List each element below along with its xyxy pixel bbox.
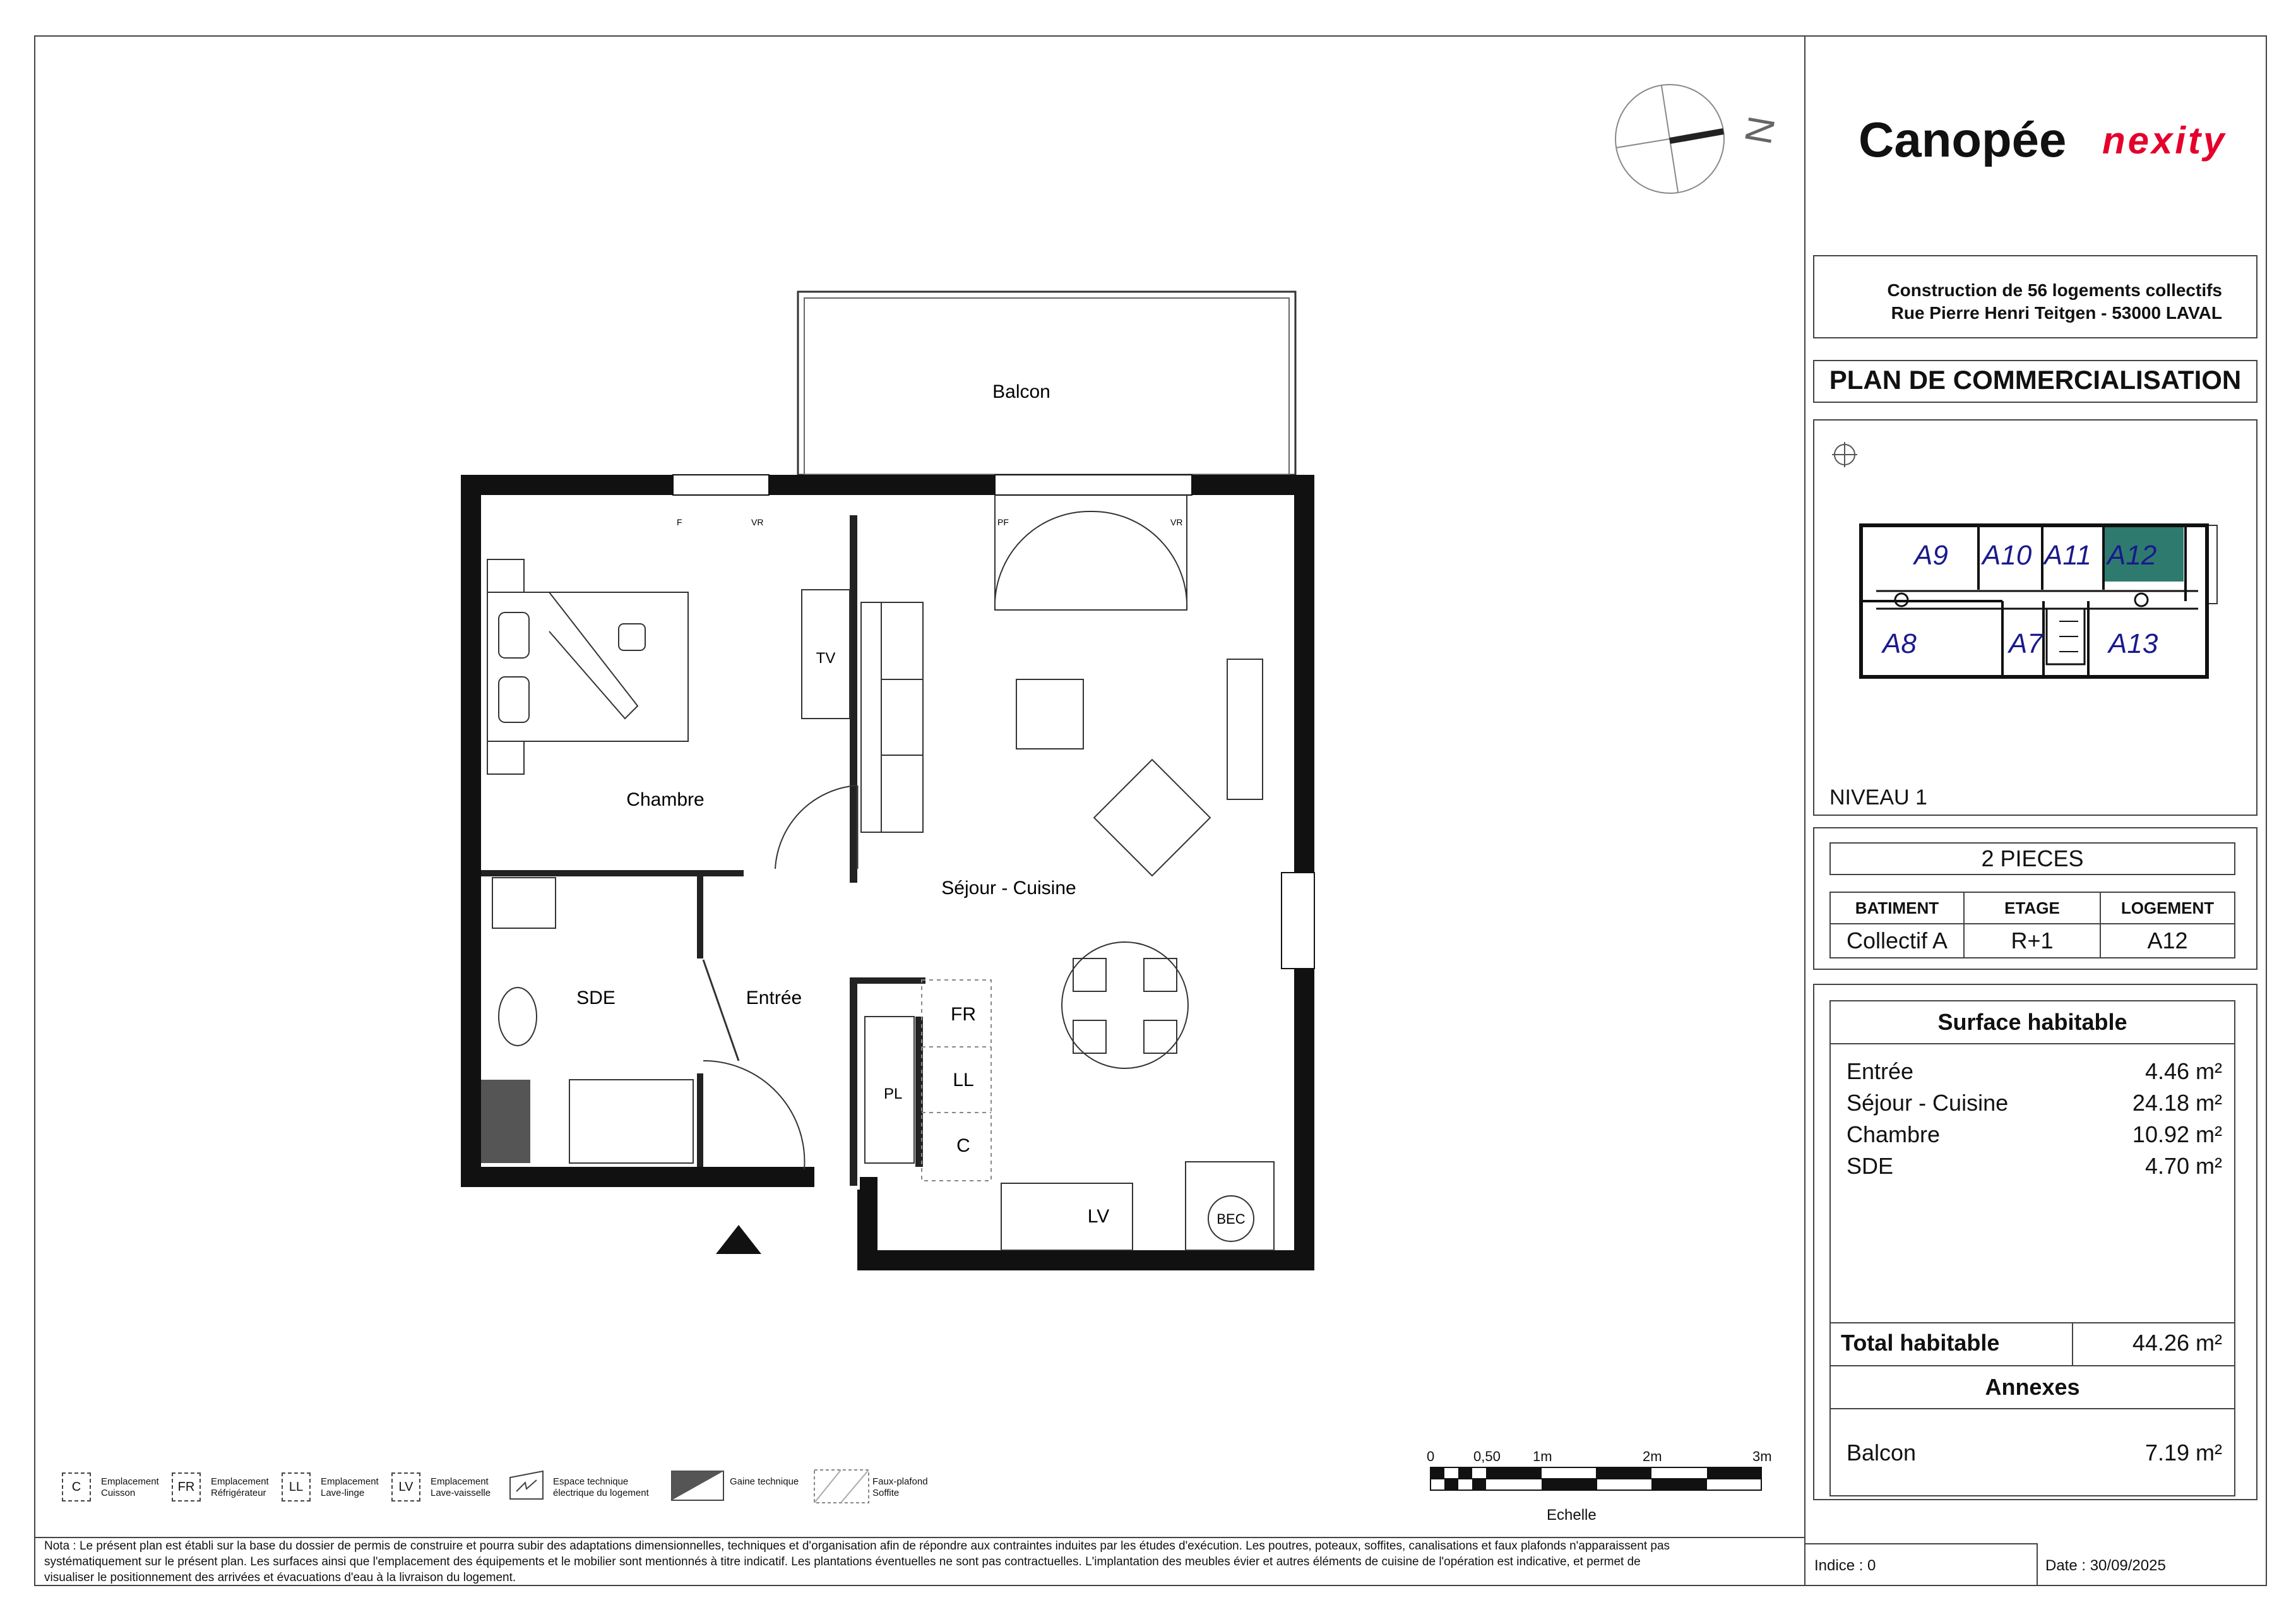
scale-bar	[1429, 1466, 1764, 1491]
fixture-pl: PL	[884, 1085, 903, 1102]
key-unit-a9: A9	[1914, 540, 1948, 571]
wash-basin	[492, 878, 556, 928]
footer-date: Date : 30/09/2025	[2045, 1557, 2166, 1574]
unit-value-etage: R+1	[1963, 923, 2101, 958]
key-unit-a10: A10	[1982, 540, 2032, 571]
legend-text-c-1: Emplacement	[101, 1476, 159, 1487]
entry-arrow	[716, 1225, 761, 1254]
key-plan-level: NIVEAU 1	[1829, 785, 1927, 809]
fixture-f: F	[677, 517, 682, 527]
key-unit-a13: A13	[2109, 628, 2158, 659]
unit-value-batiment: Collectif A	[1829, 923, 1965, 958]
fixture-c: C	[956, 1135, 970, 1156]
fixture-pf: PF	[997, 517, 1009, 527]
plan-title: PLAN DE COMMERCIALISATION	[1829, 365, 2242, 395]
legend-text-lv-2: Lave-vaisselle	[431, 1488, 491, 1498]
key-unit-a11: A11	[2044, 540, 2092, 571]
armchair	[1094, 760, 1210, 876]
note-line3: visualiser le positionnement des arrivées et évacuations d'eau à la livraison du logement.	[44, 1571, 516, 1584]
legend-text-lv-1: Emplacement	[431, 1476, 489, 1487]
scale-tick-2m: 2m	[1643, 1448, 1662, 1464]
fixture-vr-sejour: VR	[1170, 517, 1183, 527]
legend-text-fp-2: Soffite	[872, 1488, 900, 1498]
legend-text-c-2: Cuisson	[101, 1488, 136, 1498]
project-info-line2: Rue Pierre Henri Teitgen - 53000 LAVAL	[1891, 303, 2222, 323]
dining-table	[1062, 942, 1188, 1068]
sofa	[861, 602, 923, 832]
surface-total-label: Total habitable	[1841, 1330, 2000, 1356]
surface-value-entree: 4.46 m²	[2144, 1058, 2222, 1084]
surface-title: Surface habitable	[1829, 1000, 2235, 1044]
unit-header-batiment: BATIMENT	[1829, 892, 1965, 924]
key-plan-compass	[1832, 442, 1857, 467]
legend-text-gaine: Gaine technique	[730, 1476, 799, 1487]
developer-logo: nexity	[2102, 119, 2227, 162]
compass	[1603, 76, 1793, 208]
bed	[487, 592, 688, 741]
surface-value-sejour: 24.18 m²	[2132, 1090, 2222, 1116]
coffee-table	[1016, 679, 1083, 749]
shower	[569, 1080, 693, 1163]
note-line1: Nota : Le présent plan est établi sur la base du dossier de permis de construire et pourra subir des adaptations dimensionnelles, techniques et d'organisation afin de répondre aux contraintes induites par les études d'exécution. Les poutres, poteaux, soffites, canalisations et faux plafonds n'apparaissent pas	[44, 1539, 1670, 1553]
fixture-lv: LV	[1087, 1206, 1110, 1227]
legend-faux-plafond-icon	[813, 1469, 870, 1504]
surface-label-entree: Entrée	[1847, 1058, 1914, 1084]
unit-header-logement: LOGEMENT	[2100, 892, 2235, 924]
key-plan	[1813, 419, 2257, 816]
key-unit-a12: A12	[2107, 540, 2157, 571]
annexes-title: Annexes	[1829, 1365, 2235, 1409]
note-line2: systématiquement sur le présent plan. Les surfaces ainsi que l'emplacement des équipements et le mobilier sont mentionnés à titre indicatif. Les plantations éventuelles ne sont pas contractuelles. L'implantation des meubles évier et autres éléments de cuisine de l'opération est indicative, et permet de	[44, 1555, 1641, 1568]
scale-tick-0: 0	[1427, 1448, 1435, 1464]
surface-value-chambre: 10.92 m²	[2132, 1121, 2222, 1147]
fixture-bec: BEC	[1216, 1211, 1246, 1227]
annex-label-balcon: Balcon	[1847, 1440, 1917, 1466]
legend-box-lv: LV	[391, 1472, 420, 1502]
scale-label: Echelle	[1547, 1507, 1597, 1524]
legend-text-elec-1: Espace technique	[553, 1476, 629, 1487]
project-info-line1: Construction de 56 logements collectifs	[1887, 280, 2222, 300]
fixture-ll: LL	[953, 1070, 974, 1090]
room-sde: SDE	[576, 988, 616, 1008]
legend-gaine-icon	[669, 1469, 726, 1504]
legend-text-ll-1: Emplacement	[321, 1476, 379, 1487]
legend-text-elec-2: électrique du logement	[553, 1488, 649, 1498]
unit-header-etage: ETAGE	[1963, 892, 2101, 924]
legend-text-ll-2: Lave-linge	[321, 1488, 365, 1498]
scale-tick-1m: 1m	[1533, 1448, 1552, 1464]
fixture-tv: TV	[816, 650, 836, 667]
surface-label-sde: SDE	[1847, 1153, 1894, 1179]
compass-north-label: N	[1737, 113, 1783, 148]
unit-type: 2 PIECES	[1829, 842, 2235, 875]
room-sejour: Séjour - Cuisine	[941, 878, 1076, 899]
fixture-fr: FR	[951, 1004, 976, 1025]
unit-value-logement: A12	[2100, 923, 2235, 958]
surface-label-sejour: Séjour - Cuisine	[1847, 1090, 2009, 1116]
room-chambre: Chambre	[626, 789, 705, 810]
project-logo: Canopée	[1859, 112, 2067, 167]
legend-text-fr-2: Réfrigérateur	[211, 1488, 266, 1498]
sideboard	[1227, 659, 1263, 799]
legend-electric-icon	[508, 1469, 545, 1504]
scale-tick-050: 0,50	[1473, 1448, 1501, 1464]
legend-box-c: C	[62, 1472, 91, 1502]
fixture-vr: VR	[751, 517, 764, 527]
surface-value-sde: 4.70 m²	[2144, 1153, 2222, 1179]
room-entree: Entrée	[746, 988, 802, 1008]
key-unit-a8: A8	[1883, 628, 1917, 659]
key-unit-a7: A7	[2009, 628, 2043, 659]
legend-text-fr-1: Emplacement	[211, 1476, 269, 1487]
footer-index: Indice : 0	[1814, 1557, 1876, 1574]
legend-box-fr: FR	[172, 1472, 201, 1502]
compass-needle	[1670, 131, 1723, 141]
floor-plan	[442, 278, 1338, 1313]
legend-box-ll: LL	[282, 1472, 311, 1502]
annex-value-balcon: 7.19 m²	[2144, 1440, 2222, 1466]
room-balcon: Balcon	[992, 381, 1050, 402]
surface-total-value: 44.26 m²	[2132, 1330, 2222, 1356]
surface-rows-box	[1829, 1043, 2235, 1323]
legend-text-fp-1: Faux-plafond	[872, 1476, 928, 1487]
scale-tick-3m: 3m	[1752, 1448, 1772, 1464]
surface-label-chambre: Chambre	[1847, 1121, 1941, 1147]
toilet	[499, 988, 537, 1046]
